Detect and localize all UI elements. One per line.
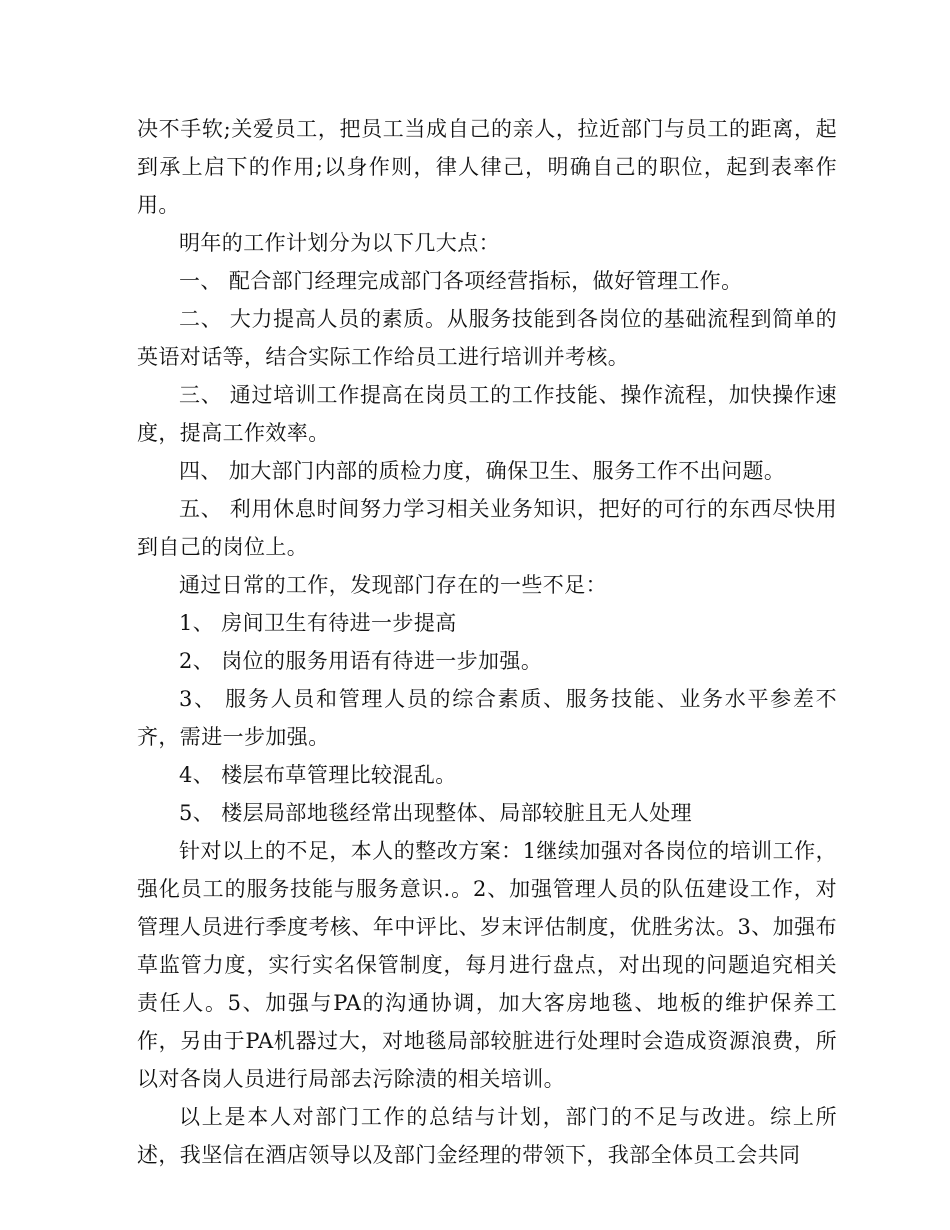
list-item: 5、 楼层局部地毯经常出现整体、局部较脏且无人处理 (179, 801, 693, 825)
list-item: 2、 岗位的服务用语有待进一步加强。 (179, 649, 543, 673)
list-item: 三、 通过培训工作提高在岗员工的工作技能、操作流程，加快操作速度，提高工作效率。 (137, 383, 837, 445)
paragraph: 明年的工作计划分为以下几大点： (179, 231, 500, 255)
paragraph: 通过日常的工作，发现部门存在的一些不足： (179, 573, 607, 597)
paragraph: 以上是本人对部门工作的总结与计划，部门的不足与改进。综上所述，我坚信在酒店领导以及部门金经理的带领下，我部全体员工会共同 (137, 1105, 837, 1167)
list-item: 四、 加大部门内部的质检力度，确保卫生、服务工作不出问题。 (179, 459, 786, 483)
list-item: 五、 利用休息时间努力学习相关业务知识，把好的可行的东西尽快用到自己的岗位上。 (137, 497, 837, 559)
paragraph: 决不手软;关爱员工，把员工当成自己的亲人，拉近部门与员工的距离，起到承上启下的作用;以身作则，律人律己，明确自己的职位，起到表率作用。 (137, 117, 837, 217)
list-item: 1、 房间卫生有待进一步提高 (179, 611, 457, 635)
document-body (137, 110, 837, 1174)
list-item: 二、 大力提高人员的素质。从服务技能到各岗位的基础流程到简单的英语对话等，结合实际工作给员工进行培训并考核。 (137, 307, 837, 369)
list-item: 一、 配合部门经理完成部门各项经营指标，做好管理工作。 (179, 269, 743, 293)
list-item: 3、 服务人员和管理人员的综合素质、服务技能、业务水平参差不齐，需进一步加强。 (137, 687, 837, 749)
paragraph: 针对以上的不足，本人的整改方案：1继续加强对各岗位的培训工作，强化员工的服务技能与服务意识.。2、加强管理人员的队伍建设工作，对管理人员进行季度考核、年中评比、岁末评估制度，优胜劣汰。3、加强布草监管力度，实行实名保管制度，每月进行盘点，对出现的问题追究相关责任人。5、加强与PA的沟通协调，加大客房地毯、地板的维护保养工作，另由于PA机器过大，对地毯局部较脏进行处理时会造成资源浪费，所以对各岗人员进行局部去污除渍的相关培训。 (137, 839, 837, 1091)
list-item: 4、 楼层布草管理比较混乱。 (179, 763, 457, 787)
